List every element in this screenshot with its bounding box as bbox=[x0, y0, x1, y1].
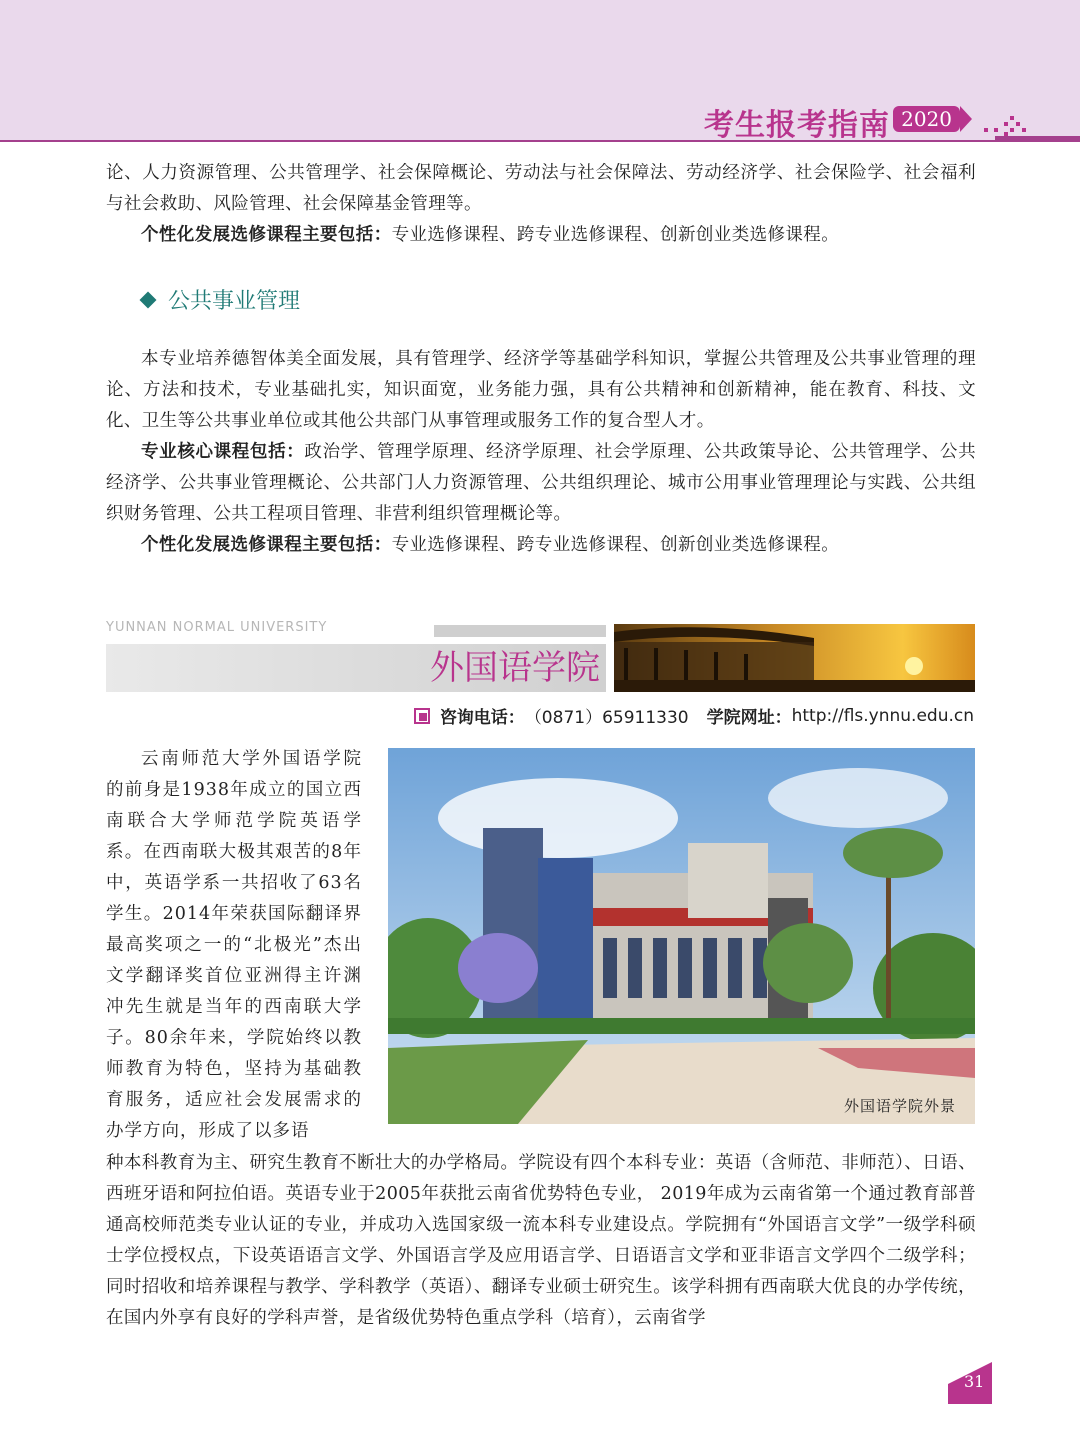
university-bar bbox=[434, 625, 606, 637]
chevron-right-icon bbox=[960, 106, 972, 132]
section-body bbox=[106, 344, 976, 561]
prev-para-continued: 论、人力资源管理、公共管理学、社会保障概论、劳动法与社会保障法、劳动经济学、社会保险学、社会福利与社会救助、风险管理、社会保障基金管理等。 bbox=[106, 163, 976, 214]
prev-elective-text: 专业选修课程、跨专业选修课程、创新创业类选修课程。 bbox=[391, 225, 840, 245]
website-label: 学院网址： bbox=[706, 708, 792, 728]
elective-lead: 个性化发展选修课程主要包括： bbox=[141, 535, 392, 555]
photo-caption: 外国语学院外景 bbox=[844, 1097, 957, 1115]
section-title: 公共事业管理 bbox=[168, 289, 301, 314]
core-courses-text: 政治学、管理学原理、经济学原理、社会学原理、公共政策导论、公共管理学、公共经济学、公共事业管理概论、公共部门人力资源管理、公共组织理论、城市公用事业管理理论与实践、公共组织财务管理、公共工程项目管理、非营利组织管理概论等。 bbox=[106, 442, 976, 524]
header-accent-line bbox=[995, 136, 1080, 142]
core-courses-paragraph bbox=[106, 437, 976, 530]
college-building-photo bbox=[388, 748, 975, 1124]
college-intro-wide bbox=[106, 1148, 976, 1334]
guide-year-badge: 2020 bbox=[893, 106, 960, 132]
prev-section-text bbox=[106, 158, 976, 251]
campus-sunset-banner-image bbox=[614, 624, 975, 692]
phone-number: （0871）65911330 bbox=[524, 708, 689, 728]
section-intro: 本专业培养德智体美全面发展，具有管理学、经济学等基础学科知识，掌握公共管理及公共事业管理的理论、方法和技术，专业基础扎实，知识面宽，业务能力强，具有公共精神和创新精神，能在教育、科技、文化、卫生等公共事业单位或其他公共部门从事管理或服务工作的复合型人才。 bbox=[106, 349, 976, 431]
diamond-bullet-icon bbox=[140, 292, 157, 309]
university-name-en: YUNNAN NORMAL UNIVERSITY bbox=[106, 620, 328, 635]
website-link[interactable]: http://fls.ynnu.edu.cn bbox=[791, 705, 974, 726]
elective-text: 专业选修课程、跨专业选修课程、创新创业类选修课程。 bbox=[391, 535, 840, 555]
college-intro-part2: 种本科教育为主、研究生教育不断壮大的办学格局。学院设有四个本科专业：英语（含师范、非师范）、日语、西班牙语和阿拉伯语。英语专业于2005年获批云南省优势特色专业， 2019年成为云南省第一个通过教育部普通高校师范类专业认证的专业，并成功入选国家级一流本科专业建设点。学院拥有“外国语言文学”一级学科硕士学位授权点，下设英语语言文学、外国语言学及应用语言学、日语语言文学和亚非语言文学四个二级学科；同时招收和培养课程与教学、学科教学（英语）、翻译专业硕士研究生。该学科拥有西南联大优良的办学传统，在国内外享有良好的学科声誉，是省级优势特色重点学科（培育），云南省学 bbox=[106, 1153, 976, 1328]
college-intro-narrow bbox=[106, 744, 362, 1147]
guide-title: 考生报考指南 bbox=[704, 108, 890, 143]
phone-label: 咨询电话： bbox=[439, 708, 525, 728]
prev-elective-paragraph bbox=[106, 220, 976, 251]
square-bullet-icon bbox=[414, 708, 430, 724]
college-title-band bbox=[106, 644, 606, 692]
college-name: 外国语学院 bbox=[430, 648, 600, 688]
college-intro-part1: 云南师范大学外国语学院的前身是1938年成立的国立西南联合大学师范学院英语学系。在西南联大极其艰苦的8年中，英语学系一共招收了63名学生。2014年荣获国际翻译界最高奖项之一的“北极光”杰出文学翻译奖首位亚洲得主许渊冲先生就是当年的西南联大学子。80余年来，学院始终以教师教育为特色，坚持为基础教育服务，适应社会发展需求的办学方向，形成了以多语 bbox=[106, 749, 362, 1141]
prev-elective-lead: 个性化发展选修课程主要包括： bbox=[141, 225, 392, 245]
section-heading bbox=[142, 284, 300, 315]
elective-paragraph bbox=[106, 530, 976, 561]
core-courses-lead: 专业核心课程包括： bbox=[141, 442, 305, 462]
page-number: 31 bbox=[964, 1372, 985, 1391]
contact-info bbox=[414, 703, 974, 728]
